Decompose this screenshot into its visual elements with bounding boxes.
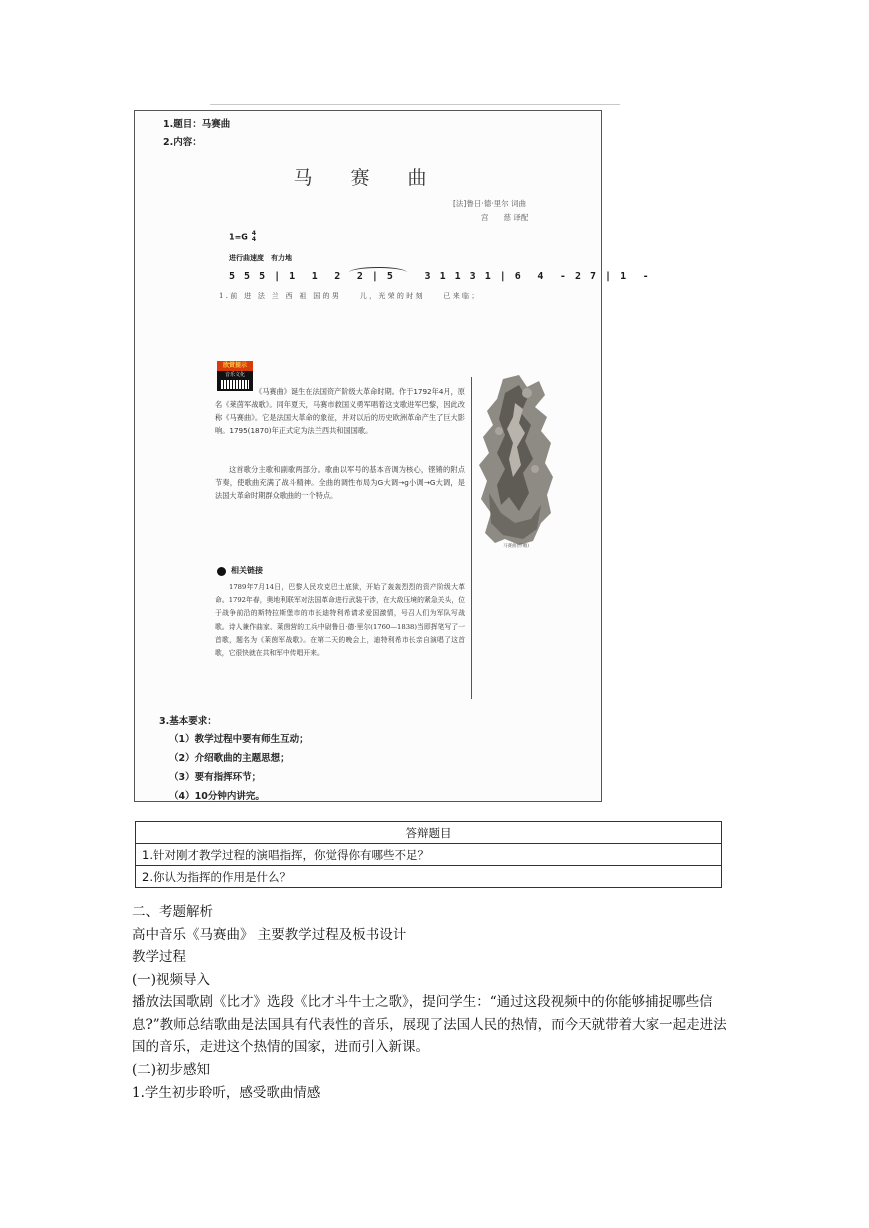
- credits-translator: 宫 慈 译配: [481, 213, 529, 222]
- defense-questions-table: [135, 821, 722, 888]
- credits-composer: [法]鲁日·德·里尔 词曲: [453, 199, 527, 208]
- exam-card-image: [134, 110, 651, 802]
- step-item: 1.学生初步聆听，感受歌曲情感: [132, 1085, 321, 1101]
- related-link-text: 1789年7月14日，巴黎人民攻克巴士底狱，开始了轰轰烈烈的资产阶级大革命。1792年春，奥地利联军对法国革命进行武装干涉，在大敌压境的紧急关头，位于战争前沿的斯特拉斯堡市的市长迪特利希请求爱国激情，号召人们为军队写战歌。诗人兼作曲家、莱茵营的工兵中尉鲁日·德·里尔(1760—1838)当即挥笔写了一首歌，题名为《莱茵军战歌》。在第二天的晚会上，迪特利希市长亲自演唱了这首歌，它很快就在共和军中传唱开来。: [215, 583, 465, 658]
- intro-paragraph-1: 《马赛曲》诞生在法国资产阶级大革命时期。作于1792年4月，原名《莱茵军战歌》。同年夏天，马赛市救国义勇军唱着这支歌进军巴黎，因此改称《马赛曲》。它是法国大革命的象征，并对以后的历史欧洲革命产生了巨大影响。1795(1870)年正式定为法兰西共和国国歌。: [215, 387, 465, 436]
- key-label: 1=G: [229, 232, 248, 242]
- requirement-item: （2）介绍歌曲的主题思想；: [169, 753, 290, 764]
- top-rule: [210, 104, 620, 105]
- requirement-item: （1）教学过程中要有师生互动；: [169, 734, 309, 745]
- bullet-icon: [217, 567, 226, 576]
- time-signature: [252, 231, 256, 243]
- statue-image: [475, 373, 557, 547]
- time-sig-bottom: 4: [251, 236, 257, 243]
- step-heading: (二)初步感知: [132, 1062, 211, 1078]
- song-credits: [453, 197, 528, 225]
- process-heading: 教学过程: [132, 949, 186, 965]
- section-heading: 二、考题解析: [132, 904, 213, 920]
- tempo-marking: 进行曲速度 有力地: [229, 254, 292, 262]
- step-paragraph: 播放法国歌剧《比才》选段《比才斗牛士之歌》，提问学生：“通过这段视频中的你能够捕捉哪些信息?”教师总结歌曲是法国具有代表性的音乐，展现了法国人民的热情，而今天就带着大家一起走进法国的音乐，走进这个热情的国家，进而引入新课。: [132, 994, 727, 1055]
- step-heading: (一)视频导入: [132, 972, 211, 988]
- badge-subtitle: 音乐文化: [224, 372, 245, 378]
- key-signature: [229, 231, 256, 243]
- defense-question: 1.针对刚才教学过程的演唱指挥，你觉得你有哪些不足？: [136, 844, 722, 866]
- intro-paragraph-2: 这首歌分主歌和副歌两部分。歌曲以军号的基本音调为核心，铿锵的附点节奏，使歌曲充满了战斗精神。全曲的调性布局为G大调→g小调→G大调，是法国大革命时期群众歌曲的一个特点。: [215, 465, 465, 501]
- song-title: 马 赛 曲: [293, 167, 443, 189]
- requirement-item: （3）要有指挥环节；: [169, 772, 262, 783]
- statue-caption: 马赛曲(浮雕): [503, 544, 530, 549]
- lyrics-line: 1.前 进 法 兰 西 祖 国的男 儿，光荣的时刻 已来临；: [219, 292, 481, 300]
- column-divider: [471, 377, 472, 699]
- question-content-label: 2.内容：: [163, 137, 202, 148]
- requirements-title: 3.基本要求：: [159, 716, 217, 727]
- music-notation: 5 5 5 | 1 1 2 2 | 5 3 1 1 3 1 | 6 4 - 2 7 | 1 -: [229, 271, 651, 282]
- question-topic: 1.题目：马赛曲: [163, 119, 231, 130]
- defense-table-header: 答辩题目: [136, 822, 722, 844]
- badge-title: 欣赏提示: [217, 361, 253, 371]
- time-sig-top: 4: [251, 230, 257, 237]
- requirement-item: （4）10分钟内讲完。: [169, 791, 265, 802]
- defense-question: 2.你认为指挥的作用是什么？: [136, 866, 722, 888]
- analysis-subtitle: 高中音乐《马赛曲》 主要教学过程及板书设计: [132, 927, 407, 943]
- related-link-title: 相关链接: [231, 566, 263, 575]
